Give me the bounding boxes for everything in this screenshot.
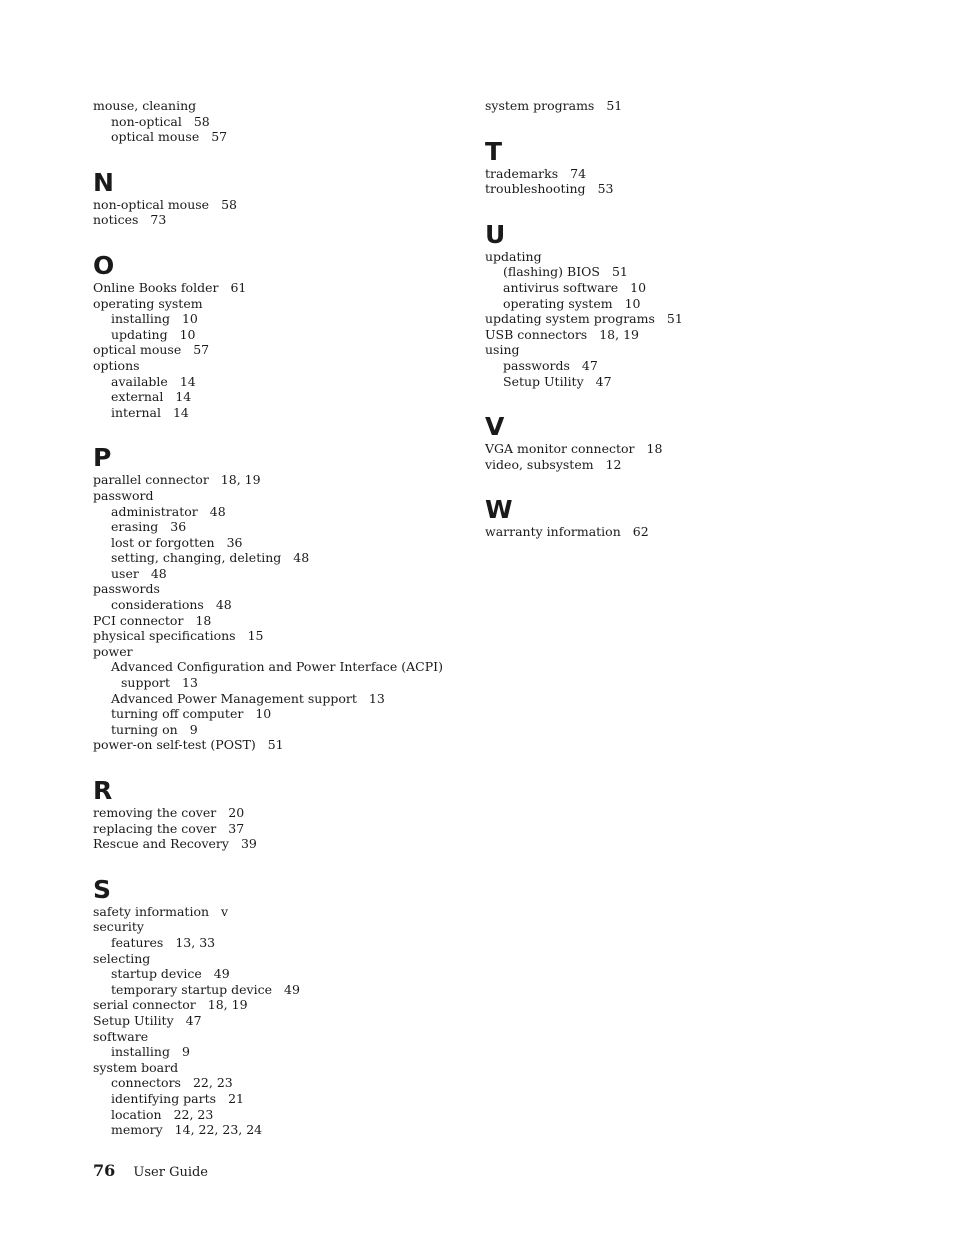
index-letter-heading: N bbox=[93, 167, 114, 197]
index-page-ref[interactable]: 36 bbox=[226, 534, 243, 550]
index-letter-heading: R bbox=[93, 776, 113, 805]
index-letter-heading: O bbox=[93, 250, 115, 280]
index-term: updating system programs bbox=[485, 311, 655, 327]
index-entry bbox=[93, 982, 473, 998]
index-page-ref[interactable]: 53 bbox=[597, 181, 614, 197]
index-entry bbox=[93, 951, 473, 967]
index-entry bbox=[485, 181, 865, 197]
index-entry bbox=[93, 98, 473, 114]
index-term: lost or forgotten bbox=[111, 534, 215, 550]
index-entry bbox=[485, 311, 865, 327]
book-title: User Guide bbox=[133, 1165, 209, 1180]
index-entry bbox=[93, 197, 473, 213]
index-page-ref[interactable]: 21 bbox=[228, 1090, 244, 1106]
index-term: Advanced Power Management support bbox=[111, 690, 357, 706]
index-entry bbox=[485, 342, 865, 358]
index-page-ref[interactable]: 48 bbox=[150, 565, 167, 581]
index-entry bbox=[93, 904, 473, 920]
index-entry bbox=[485, 374, 865, 390]
index-page-ref[interactable]: 39 bbox=[240, 836, 257, 852]
index-section bbox=[485, 98, 865, 114]
index-term: turning on bbox=[111, 721, 178, 737]
index-entry bbox=[93, 659, 473, 675]
index-entry bbox=[93, 519, 473, 535]
index-letter-heading: V bbox=[485, 412, 505, 442]
index-term: optical mouse bbox=[93, 342, 182, 358]
index-entry bbox=[93, 212, 473, 228]
index-term: features bbox=[111, 934, 164, 950]
index-term: troubleshooting bbox=[485, 181, 586, 197]
index-entry bbox=[93, 129, 473, 145]
index-term: options bbox=[93, 357, 140, 373]
index-page-ref[interactable]: 57 bbox=[193, 342, 210, 358]
index-page-ref[interactable]: 74 bbox=[570, 165, 587, 181]
index-page-ref[interactable]: 48 bbox=[215, 597, 232, 613]
index-column-right bbox=[485, 98, 865, 540]
index-page-ref[interactable]: 13 bbox=[182, 675, 198, 691]
index-entry bbox=[93, 566, 473, 582]
index-term: physical specifications bbox=[93, 628, 236, 644]
index-entry bbox=[485, 280, 865, 296]
index-term: trademarks bbox=[485, 165, 559, 181]
index-entry bbox=[485, 166, 865, 182]
index-entry bbox=[93, 644, 473, 660]
index-page-ref[interactable]: 10 bbox=[255, 706, 272, 722]
index-entry bbox=[485, 327, 865, 343]
index-term: replacing the cover bbox=[93, 820, 217, 836]
index-entry bbox=[93, 597, 473, 613]
index-term: VGA monitor connector bbox=[485, 441, 635, 457]
index-page-ref[interactable]: 36 bbox=[170, 519, 187, 535]
index-entry bbox=[93, 488, 473, 504]
index-term: erasing bbox=[111, 519, 159, 535]
index-page-ref[interactable]: 10 bbox=[630, 279, 647, 295]
index-letter-heading: W bbox=[485, 495, 513, 525]
index-entry bbox=[93, 1091, 473, 1107]
index-entry bbox=[485, 98, 865, 114]
index-term: video, subsystem bbox=[485, 456, 594, 472]
index-term: removing the cover bbox=[93, 805, 217, 820]
index-term: warranty information bbox=[485, 524, 621, 540]
index-entry bbox=[93, 1060, 473, 1076]
index-entry bbox=[93, 675, 473, 691]
index-entry bbox=[93, 706, 473, 722]
index-term: antivirus software bbox=[503, 279, 619, 295]
index-entry bbox=[485, 249, 865, 265]
index-term: memory bbox=[111, 1122, 163, 1138]
index-term: updating bbox=[111, 326, 168, 342]
index-entry bbox=[485, 457, 865, 473]
index-term: setting, changing, deleting bbox=[111, 550, 282, 566]
index-entry bbox=[93, 722, 473, 738]
index-entry bbox=[93, 966, 473, 982]
index-term: operating system bbox=[93, 295, 203, 311]
index-page-ref[interactable]: 51 bbox=[606, 98, 623, 113]
index-section bbox=[93, 98, 473, 145]
index-entry bbox=[93, 327, 473, 343]
index-column-left bbox=[93, 98, 473, 1138]
index-page-ref[interactable]: 18, 19 bbox=[599, 326, 639, 342]
index-page-ref[interactable]: 18, 19 bbox=[220, 472, 261, 488]
index-page-ref[interactable]: 49 bbox=[213, 966, 230, 982]
index-entry bbox=[93, 613, 473, 629]
index-term: installing bbox=[111, 1044, 170, 1060]
index-term: temporary startup device bbox=[111, 981, 273, 997]
index-page-ref[interactable]: 10 bbox=[179, 326, 196, 342]
index-page-ref[interactable]: 15 bbox=[247, 628, 264, 644]
index-term: Setup Utility bbox=[93, 1012, 174, 1028]
index-term: location bbox=[111, 1106, 162, 1122]
index-page-ref[interactable]: 22, 23 bbox=[173, 1106, 214, 1122]
index-entry bbox=[93, 296, 473, 312]
index-term: PCI connector bbox=[93, 612, 184, 628]
index-entry bbox=[93, 919, 473, 935]
index-term: user bbox=[111, 565, 139, 581]
index-entry bbox=[93, 550, 473, 566]
index-page-ref[interactable]: 51 bbox=[267, 737, 284, 753]
index-entry bbox=[93, 737, 473, 753]
index-term: non-optical mouse bbox=[93, 196, 210, 212]
index-entry bbox=[93, 311, 473, 327]
index-page-ref[interactable]: 20 bbox=[228, 805, 245, 820]
index-term: serial connector bbox=[93, 997, 196, 1013]
index-entry bbox=[93, 114, 473, 130]
index-entry bbox=[93, 581, 473, 597]
index-term: Online Books folder bbox=[93, 279, 219, 295]
index-entry bbox=[93, 836, 473, 852]
index-page-ref[interactable]: 73 bbox=[150, 212, 167, 228]
index-term: non-optical bbox=[111, 113, 182, 129]
index-section bbox=[485, 412, 865, 472]
index-entry bbox=[485, 296, 865, 312]
index-page-ref[interactable]: 51 bbox=[611, 264, 628, 280]
index-term: available bbox=[111, 373, 168, 389]
index-term: selecting bbox=[93, 950, 151, 966]
index-page-ref[interactable]: 10 bbox=[181, 311, 198, 327]
index-page-ref[interactable]: 14 bbox=[175, 389, 192, 405]
index-entry bbox=[93, 997, 473, 1013]
index-entry bbox=[93, 280, 473, 296]
index-page-ref[interactable]: 49 bbox=[284, 981, 300, 997]
index-term: using bbox=[485, 342, 520, 358]
page-number: 76 bbox=[93, 1161, 116, 1180]
index-entry bbox=[93, 472, 473, 488]
index-page-ref[interactable]: 18, 19 bbox=[207, 997, 248, 1013]
index-page-ref[interactable]: 47 bbox=[595, 373, 612, 389]
index-section bbox=[93, 776, 473, 852]
index-page-ref[interactable]: 47 bbox=[185, 1012, 202, 1028]
index-entry bbox=[93, 1075, 473, 1091]
index-term: safety information bbox=[93, 903, 210, 919]
index-letter-heading: P bbox=[93, 443, 112, 473]
index-term: (flashing) BIOS bbox=[503, 264, 600, 280]
index-term: software bbox=[93, 1028, 149, 1044]
index-term: passwords bbox=[93, 581, 160, 597]
index-page-ref[interactable]: 51 bbox=[666, 311, 683, 327]
index-term: passwords bbox=[503, 357, 570, 373]
index-page-ref[interactable]: 14 bbox=[172, 404, 189, 420]
index-page-ref[interactable]: v bbox=[221, 903, 229, 919]
index-term: administrator bbox=[111, 503, 198, 519]
index-page-ref[interactable]: 58 bbox=[193, 113, 210, 129]
index-page-ref[interactable]: 9 bbox=[181, 1044, 190, 1060]
index-entry bbox=[485, 524, 865, 540]
index-term: operating system bbox=[503, 295, 613, 311]
index-entry bbox=[93, 1107, 473, 1123]
index-term: parallel connector bbox=[93, 472, 209, 488]
index-term: USB connectors bbox=[485, 326, 588, 342]
index-page-ref[interactable]: 18 bbox=[195, 612, 212, 628]
index-term: startup device bbox=[111, 966, 202, 982]
index-page-ref[interactable]: 18 bbox=[646, 441, 663, 457]
index-entry bbox=[485, 441, 865, 457]
index-entry bbox=[485, 358, 865, 374]
index-term: external bbox=[111, 389, 164, 405]
index-term: system board bbox=[93, 1059, 179, 1075]
index-letter-heading: T bbox=[485, 136, 503, 166]
index-page-ref[interactable]: 12 bbox=[605, 456, 622, 472]
index-entry bbox=[93, 1013, 473, 1029]
index-page-ref[interactable]: 48 bbox=[209, 503, 226, 519]
index-term: security bbox=[93, 919, 144, 935]
index-page-ref[interactable]: 14 bbox=[179, 373, 196, 389]
index-page-ref[interactable]: 13 bbox=[368, 690, 385, 706]
index-term: password bbox=[93, 487, 154, 503]
index-entry bbox=[93, 805, 473, 821]
index-letter-heading: S bbox=[93, 874, 112, 904]
index-section bbox=[485, 136, 865, 197]
index-section bbox=[485, 495, 865, 540]
index-section bbox=[93, 874, 473, 1138]
index-term: optical mouse bbox=[111, 129, 200, 145]
index-entry bbox=[93, 935, 473, 951]
index-term: internal bbox=[111, 404, 161, 420]
index-term: turning off computer bbox=[111, 706, 244, 722]
index-term: mouse, cleaning bbox=[93, 98, 197, 113]
index-entry bbox=[93, 374, 473, 390]
index-entry bbox=[93, 1122, 473, 1138]
page-footer bbox=[93, 1161, 208, 1180]
index-page-ref[interactable]: 37 bbox=[228, 820, 245, 836]
index-entry bbox=[93, 821, 473, 837]
index-page-ref[interactable]: 47 bbox=[581, 357, 598, 373]
index-entry bbox=[93, 389, 473, 405]
index-page-ref[interactable]: 48 bbox=[293, 550, 310, 566]
index-page-ref[interactable]: 13, 33 bbox=[175, 934, 216, 950]
index-section bbox=[93, 250, 473, 420]
index-term: support bbox=[121, 675, 170, 691]
index-entry bbox=[93, 1029, 473, 1045]
index-term: Setup Utility bbox=[503, 373, 584, 389]
index-term: connectors bbox=[111, 1075, 181, 1091]
index-entry bbox=[93, 628, 473, 644]
index-term: power-on self-test (POST) bbox=[93, 737, 256, 753]
index-section bbox=[93, 443, 473, 753]
index-section bbox=[485, 219, 865, 389]
index-term: power bbox=[93, 643, 133, 659]
index-entry bbox=[93, 1044, 473, 1060]
index-term: Advanced Configuration and Power Interface (ACPI) bbox=[111, 659, 443, 675]
index-entry bbox=[93, 504, 473, 520]
index-entry bbox=[485, 264, 865, 280]
index-entry bbox=[93, 358, 473, 374]
index-term: notices bbox=[93, 212, 139, 228]
index-letter-heading: U bbox=[485, 219, 506, 249]
index-term: considerations bbox=[111, 597, 204, 613]
index-entry bbox=[93, 342, 473, 358]
index-page-ref[interactable]: 22, 23 bbox=[192, 1075, 233, 1091]
index-page-ref[interactable]: 61 bbox=[230, 279, 247, 295]
index-page-ref[interactable]: 58 bbox=[221, 196, 237, 212]
index-entry bbox=[93, 691, 473, 707]
index-entry bbox=[93, 405, 473, 421]
index-page-ref[interactable]: 62 bbox=[632, 524, 649, 540]
index-term: system programs bbox=[485, 98, 595, 113]
index-term: updating bbox=[485, 248, 542, 264]
index-page-ref[interactable]: 9 bbox=[189, 721, 198, 737]
index-term: identifying parts bbox=[111, 1090, 217, 1106]
index-entry bbox=[93, 535, 473, 551]
index-term: Rescue and Recovery bbox=[93, 836, 229, 852]
index-page-ref[interactable]: 10 bbox=[624, 295, 641, 311]
index-term: installing bbox=[111, 311, 170, 327]
index-page-ref[interactable]: 14, 22, 23, 24 bbox=[174, 1122, 263, 1138]
index-page-ref[interactable]: 57 bbox=[211, 129, 228, 145]
index-section bbox=[93, 167, 473, 228]
